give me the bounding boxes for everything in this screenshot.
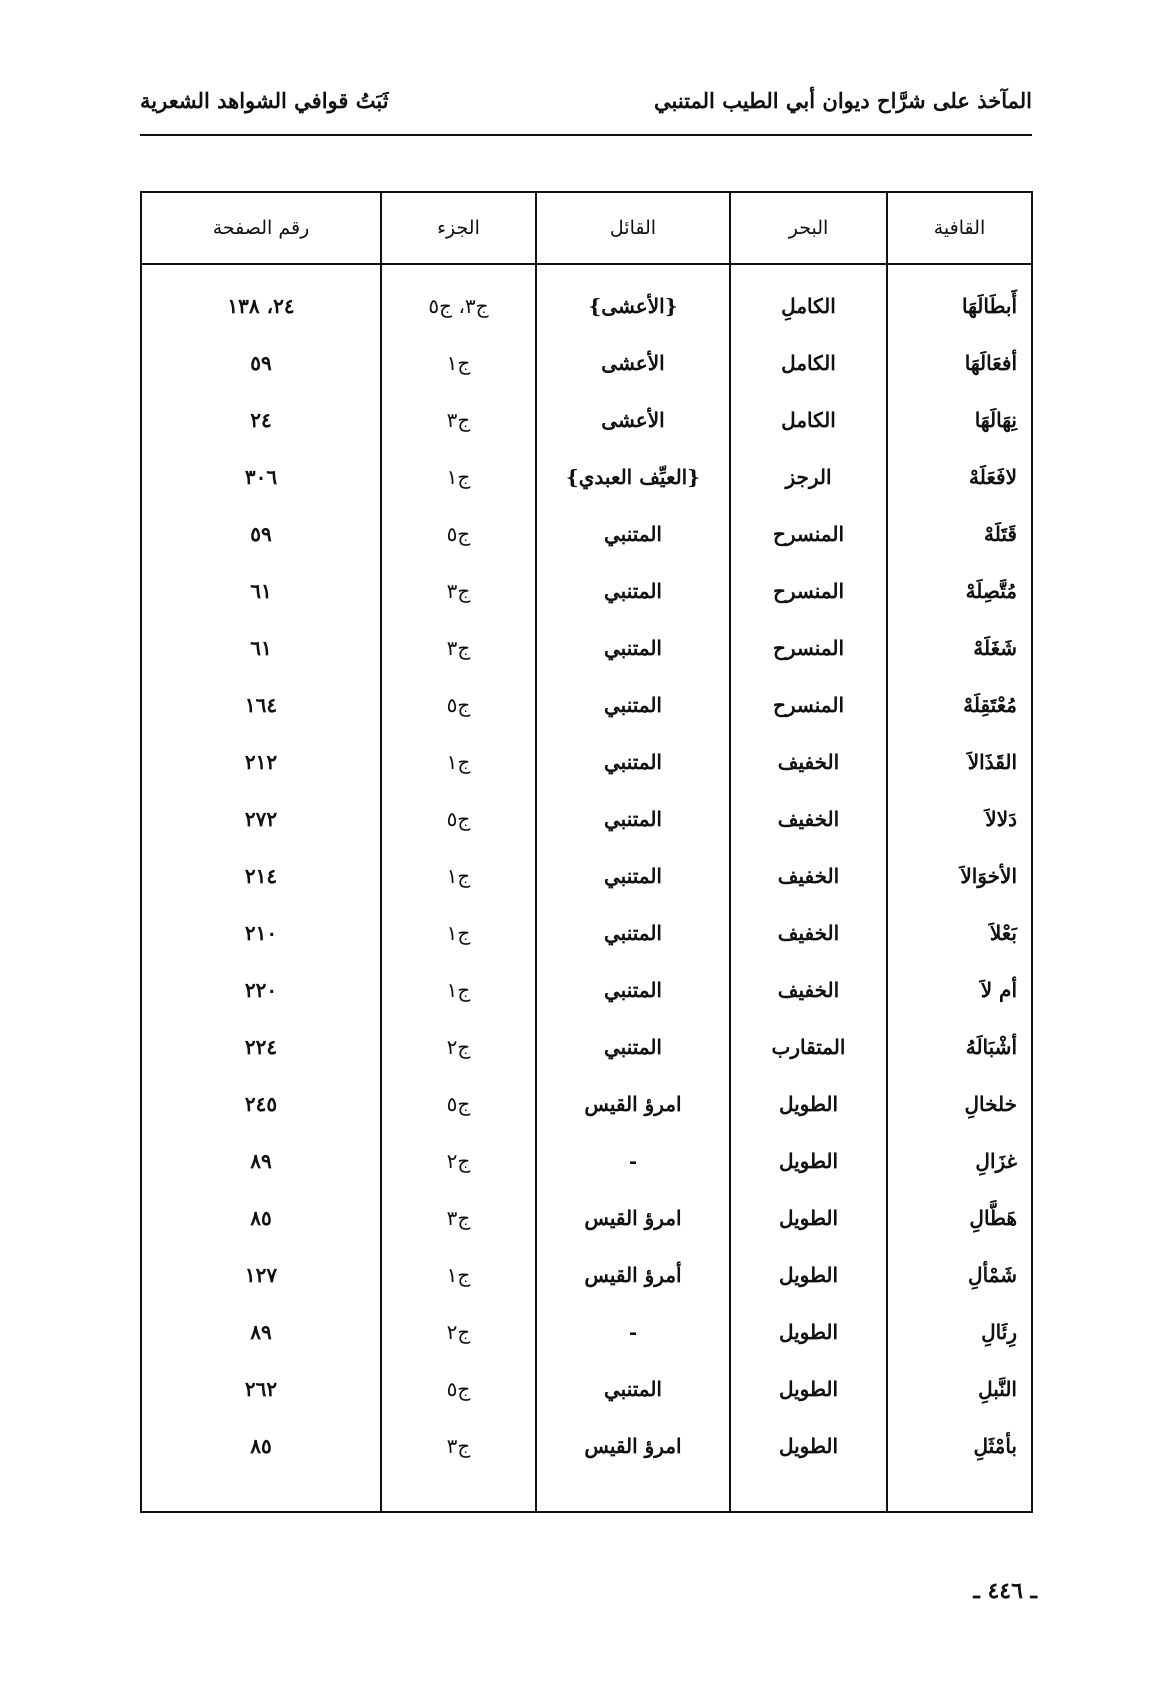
empty-cell — [887, 1474, 1032, 1512]
cell-qail: امرؤ القيس — [536, 1075, 730, 1132]
cell-page: ٢٧٢ — [141, 790, 381, 847]
cell-qail: الأعشى — [536, 391, 730, 448]
table-row — [141, 1018, 1032, 1075]
cell-qafiya: قَتَلَهْ — [887, 505, 1032, 562]
cell-bahr: الطويل — [730, 1132, 887, 1189]
table-row — [141, 1360, 1032, 1417]
cell-page: ٥٩ — [141, 334, 381, 391]
rhymes-index-table — [140, 191, 1033, 1513]
cell-page: ١٦٤ — [141, 676, 381, 733]
table-row — [141, 847, 1032, 904]
cell-page: ٢١٤ — [141, 847, 381, 904]
column-header-bahr: البحر — [730, 192, 887, 264]
cell-juz: ج٢ — [381, 1132, 536, 1189]
cell-page: ٨٩ — [141, 1132, 381, 1189]
cell-qafiya: هَطَّالِ — [887, 1189, 1032, 1246]
cell-qail: المتنبي — [536, 847, 730, 904]
cell-bahr: المنسرح — [730, 676, 887, 733]
cell-page: ٦١ — [141, 619, 381, 676]
cell-bahr: الكامل — [730, 391, 887, 448]
empty-cell — [141, 1474, 381, 1512]
cell-qafiya: دَلالاَ — [887, 790, 1032, 847]
table-row — [141, 619, 1032, 676]
table-row — [141, 562, 1032, 619]
table-row — [141, 1303, 1032, 1360]
cell-bahr: الخفيف — [730, 790, 887, 847]
cell-qafiya: لافَعَلَهْ — [887, 448, 1032, 505]
cell-qafiya: نِهَالَهَا — [887, 391, 1032, 448]
table-row — [141, 334, 1032, 391]
table-row — [141, 904, 1032, 961]
empty-cell — [730, 1474, 887, 1512]
cell-juz: ج٥ — [381, 505, 536, 562]
cell-bahr: الخفيف — [730, 961, 887, 1018]
table-header-row — [141, 192, 1032, 264]
cell-qail: أمرؤ القيس — [536, 1246, 730, 1303]
cell-qafiya: غزَالِ — [887, 1132, 1032, 1189]
cell-qail: - — [536, 1303, 730, 1360]
cell-page: ٢٤، ١٣٨ — [141, 264, 381, 334]
cell-page: ٢٢٤ — [141, 1018, 381, 1075]
cell-page: ٢١٠ — [141, 904, 381, 961]
cell-qail: المتنبي — [536, 1018, 730, 1075]
table-body — [141, 264, 1032, 1512]
cell-qafiya: أشْبَالَهُ — [887, 1018, 1032, 1075]
cell-qafiya: شَغَلَهْ — [887, 619, 1032, 676]
cell-page: ٢٤٥ — [141, 1075, 381, 1132]
page-number: ـ ٤٤٦ ـ — [973, 1578, 1037, 1604]
cell-qail: {الأعشى} — [536, 264, 730, 334]
cell-page: ٨٩ — [141, 1303, 381, 1360]
cell-page: ٨٥ — [141, 1417, 381, 1474]
cell-juz: ج٥ — [381, 676, 536, 733]
cell-qafiya: رِئَالِ — [887, 1303, 1032, 1360]
cell-juz: ج٣، ج٥ — [381, 264, 536, 334]
cell-page: ٢٤ — [141, 391, 381, 448]
table-row — [141, 1132, 1032, 1189]
cell-qail: المتنبي — [536, 733, 730, 790]
cell-qail: الأعشى — [536, 334, 730, 391]
cell-juz: ج٢ — [381, 1303, 536, 1360]
cell-qail: المتنبي — [536, 904, 730, 961]
cell-juz: ج٣ — [381, 1417, 536, 1474]
cell-juz: ج٥ — [381, 790, 536, 847]
cell-qafiya: أفعَالَهَا — [887, 334, 1032, 391]
cell-qafiya: شَمْألِ — [887, 1246, 1032, 1303]
cell-juz: ج٥ — [381, 1075, 536, 1132]
cell-juz: ج٣ — [381, 1189, 536, 1246]
table-row — [141, 448, 1032, 505]
table-row — [141, 961, 1032, 1018]
cell-bahr: المنسرح — [730, 619, 887, 676]
table-row — [141, 733, 1032, 790]
cell-juz: ج٣ — [381, 391, 536, 448]
cell-bahr: الخفيف — [730, 847, 887, 904]
cell-page: ٨٥ — [141, 1189, 381, 1246]
cell-page: ٢٢٠ — [141, 961, 381, 1018]
cell-juz: ج١ — [381, 448, 536, 505]
cell-juz: ج١ — [381, 1246, 536, 1303]
cell-qafiya: بَعْلاَ — [887, 904, 1032, 961]
cell-page: ٣٠٦ — [141, 448, 381, 505]
table-row — [141, 1417, 1032, 1474]
cell-juz: ج١ — [381, 961, 536, 1018]
cell-bahr: الكاملِ — [730, 264, 887, 334]
cell-page: ٦١ — [141, 562, 381, 619]
cell-qafiya: القَذَالاَ — [887, 733, 1032, 790]
book-title: المآخذ على شرَّاح ديوان أبي الطيب المتنبي — [654, 88, 1032, 113]
cell-bahr: الطويل — [730, 1246, 887, 1303]
cell-qafiya: أَبطَالَهَا — [887, 264, 1032, 334]
cell-juz: ج١ — [381, 904, 536, 961]
cell-qafiya: أم لاَ — [887, 961, 1032, 1018]
cell-qail: المتنبي — [536, 619, 730, 676]
cell-juz: ج٢ — [381, 1018, 536, 1075]
cell-qafiya: النَّبلِ — [887, 1360, 1032, 1417]
cell-bahr: المنسرح — [730, 505, 887, 562]
cell-qail: المتنبي — [536, 961, 730, 1018]
cell-juz: ج٥ — [381, 1360, 536, 1417]
cell-qafiya: خلخالِ — [887, 1075, 1032, 1132]
cell-qail: امرؤ القيس — [536, 1189, 730, 1246]
cell-juz: ج٣ — [381, 562, 536, 619]
cell-bahr: الطويل — [730, 1075, 887, 1132]
cell-page: ٥٩ — [141, 505, 381, 562]
cell-qail: المتنبي — [536, 505, 730, 562]
table-row — [141, 264, 1032, 334]
cell-juz: ج١ — [381, 334, 536, 391]
table-row — [141, 1075, 1032, 1132]
cell-bahr: الخفيف — [730, 733, 887, 790]
cell-bahr: الكامل — [730, 334, 887, 391]
table-row — [141, 391, 1032, 448]
empty-cell — [381, 1474, 536, 1512]
cell-qail: {العيِّف العبدي} — [536, 448, 730, 505]
table-row — [141, 505, 1032, 562]
cell-bahr: المتقارب — [730, 1018, 887, 1075]
cell-qail: المتنبي — [536, 676, 730, 733]
column-header-qafiya: القافية — [887, 192, 1032, 264]
cell-juz: ج٣ — [381, 619, 536, 676]
cell-bahr: الخفيف — [730, 904, 887, 961]
cell-qafiya: مُعْتَقِلَهْ — [887, 676, 1032, 733]
cell-page: ٢٦٢ — [141, 1360, 381, 1417]
cell-bahr: الطويل — [730, 1360, 887, 1417]
running-header — [140, 88, 1032, 136]
table-row — [141, 1189, 1032, 1246]
table-row — [141, 790, 1032, 847]
cell-qafiya: مُتَّصِلَهْ — [887, 562, 1032, 619]
cell-bahr: الرجز — [730, 448, 887, 505]
cell-page: ٢١٢ — [141, 733, 381, 790]
cell-qafiya: الأخوَالاَ — [887, 847, 1032, 904]
cell-qail: - — [536, 1132, 730, 1189]
cell-juz: ج١ — [381, 733, 536, 790]
cell-qail: المتنبي — [536, 790, 730, 847]
cell-bahr: الطويل — [730, 1189, 887, 1246]
empty-cell — [536, 1474, 730, 1512]
cell-qafiya: بأمْثَلِ — [887, 1417, 1032, 1474]
table-bottom-padding — [141, 1474, 1032, 1512]
column-header-qail: القائل — [536, 192, 730, 264]
column-header-page: رقم الصفحة — [141, 192, 381, 264]
cell-bahr: الطويل — [730, 1417, 887, 1474]
cell-qail: المتنبي — [536, 1360, 730, 1417]
cell-bahr: الطويل — [730, 1303, 887, 1360]
column-header-juz: الجزء — [381, 192, 536, 264]
cell-juz: ج١ — [381, 847, 536, 904]
cell-page: ١٢٧ — [141, 1246, 381, 1303]
section-title: ثَبَتُ قوافي الشواهد الشعرية — [140, 88, 389, 113]
cell-qail: امرؤ القيس — [536, 1417, 730, 1474]
cell-qail: المتنبي — [536, 562, 730, 619]
table-row — [141, 1246, 1032, 1303]
cell-bahr: المنسرح — [730, 562, 887, 619]
table-row — [141, 676, 1032, 733]
